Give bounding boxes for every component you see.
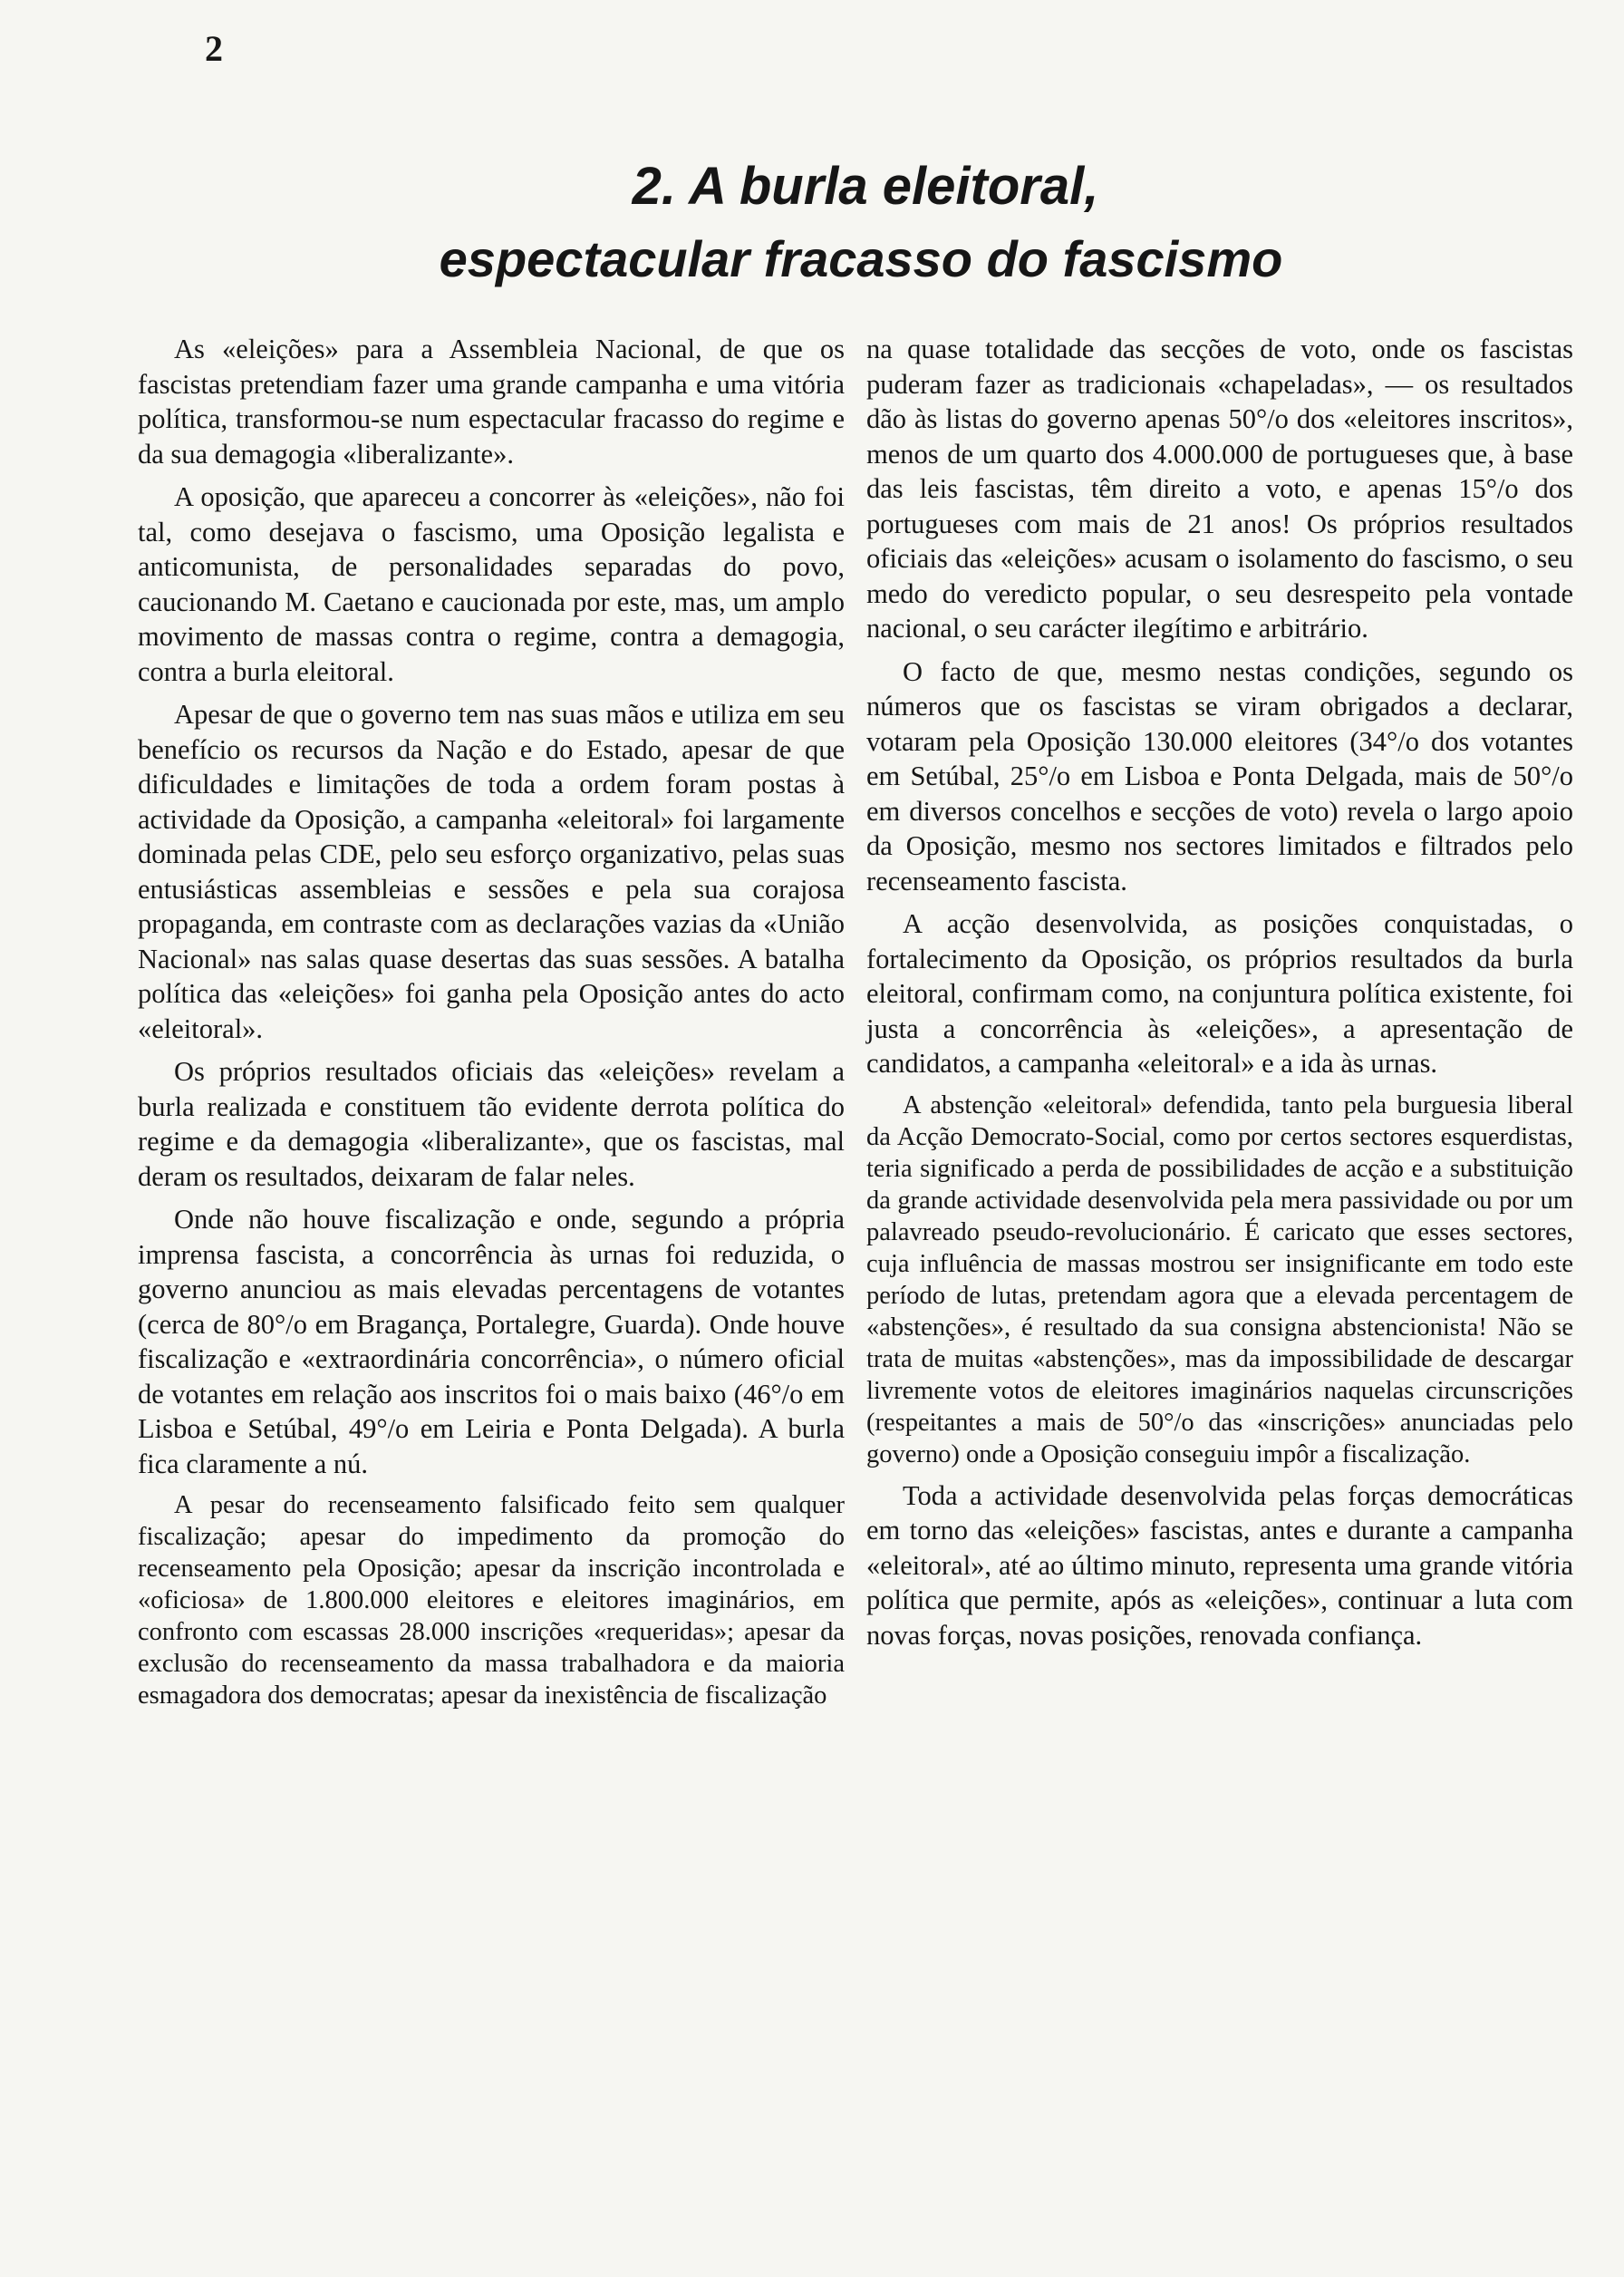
article-title	[181, 154, 1541, 292]
paragraph: A abstenção «eleitoral» defendida, tanto pela burguesia liberal da Acção Democrato-Social, como por certos sectores esquerdistas, teria significado a perda de possibilidades de acção e a substituição da grande actividade desenvolvida pela mera passividade ou por um palavreado pseudo-revolucionário. É caricato que esses sectores, cuja influência de massas mostrou ser insignificante em todo este período de lutas, pretendam agora que a elevada percentagem de «abstenções», é resultado da sua consigna abstencionista! Não se trata de muitas «abstenções», mas da impossibilidade de descargar livremente votos de eleitores imaginários naquelas circunscrições (respeitantes a mais de 50°/o das «inscrições» anunciadas pelo governo) onde a Oposição conseguiu impôr a fiscalização.	[866, 1090, 1573, 1468]
left-column	[138, 332, 845, 1720]
paragraph: Apesar de que o governo tem nas suas mãos e utiliza em seu benefício os recursos da Nação e do Estado, apesar de que dificuldades e limitações de toda a ordem foram postas à actividade da Oposição, a campanha «eleitoral» foi largamente dominada pelas CDE, pelo seu esforço organizativo, pelas suas entusiásticas assembleias e sessões e pela sua corajosa propaganda, em contraste com as declarações vazias da «União Nacional» nas salas quase desertas das suas sessões. A batalha política das «eleições» foi ganha pela Oposição antes do acto «eleitoral».	[138, 699, 845, 1044]
paragraph: A oposição, que apareceu a concorrer às «eleições», não foi tal, como desejava o fascismo, uma Oposição legalista e anticomunista, de personalidades separadas do povo, caucionando M. Caetano e caucionada por este, mas, um amplo movimento de massas contra o regime, contra a demagogia, contra a burla eleitoral.	[138, 481, 845, 687]
paragraph: na quase totalidade das secções de voto, onde os fascistas puderam fazer as tradicionais «chapeladas», — os resultados dão às listas do governo apenas 50°/o dos «eleitores inscritos», menos de um quarto dos 4.000.000 de portugueses que, à base das leis fascistas, têm direito a voto, e apenas 15°/o dos portugueses com mais de 21 anos! Os próprios resultados oficiais das «eleições» acusam o isolamento do fascismo, o seu medo do veredicto popular, o seu desrespeito pela vontade nacional, o seu carácter ilegítimo e arbitrário.	[866, 334, 1573, 644]
paragraph: O facto de que, mesmo nestas condições, segundo os números que os fascistas se viram obrigados a declarar, votaram pela Oposição 130.000 eleitores (34°/o dos votantes em Setúbal, 25°/o em Lisboa e Ponta Delgada, mais de 50°/o em diversos concelhos e secções de voto) revela o largo apoio da Oposição, mesmo nos sectores limitados e filtrados pelo recenseamento fascista.	[866, 655, 1573, 896]
paragraph: A acção desenvolvida, as posições conquistadas, o fortalecimento da Oposição, os próprios resultados da burla eleitoral, confirmam como, na conjuntura política existente, foi justa a concorrência às «eleições», a apresentação de candidatos, a campanha «eleitoral» e a ida às urnas.	[866, 908, 1573, 1079]
right-column	[866, 332, 1573, 1661]
title-line-1: 2. A burla eleitoral,	[632, 157, 1099, 216]
paragraph: As «eleições» para a Assembleia Nacional, de que os fascistas pretendiam fazer uma grande campanha e uma vitória política, transformou-se num espectacular fracasso do regime e da sua demagogia «liberalizante».	[138, 334, 845, 470]
paragraph: Toda a actividade desenvolvida pelas forças democráticas em torno das «eleições» fascistas, antes e durante a campanha «eleitoral», até ao último minuto, representa uma grande vitória política que permite, após as «eleições», continuar a luta com novas forças, novas posições, renovada confiança.	[866, 1479, 1573, 1651]
page-number: 2	[205, 28, 223, 69]
paragraph: A pesar do recenseamento falsificado feito sem qualquer fiscalização; apesar do impedimento da promoção do recenseamento pela Oposição; apesar da inscrição incontrolada e «oficiosa» de 1.800.000 eleitores e eleitores imaginários, em confronto com escassas 28.000 inscrições «requeridas»; apesar da exclusão do recenseamento da massa trabalhadora e da maioria esmagadora dos democratas; apesar da inexistência de fiscalização	[138, 1491, 845, 1710]
title-line-2: espectacular fracasso do fascismo	[439, 230, 1283, 287]
paragraph: Os próprios resultados oficiais das «eleições» revelam a burla realizada e constituem tão evidente derrota política do regime e da demagogia «liberalizante», que os fascistas, mal deram os resultados, deixaram de falar neles.	[138, 1056, 845, 1192]
paragraph: Onde não houve fiscalização e onde, segundo a própria imprensa fascista, a concorrência às urnas foi reduzida, o governo anunciou as mais elevadas percentagens de votantes (cerca de 80°/o em Bragança, Portalegre, Guarda). Onde houve fiscalização e «extraordinária concorrência», o número oficial de votantes em relação aos inscritos foi o mais baixo (46°/o em Lisboa e Setúbal, 49°/o em Leiria e Ponta Delgada). A burla fica claramente a nú.	[138, 1204, 845, 1479]
